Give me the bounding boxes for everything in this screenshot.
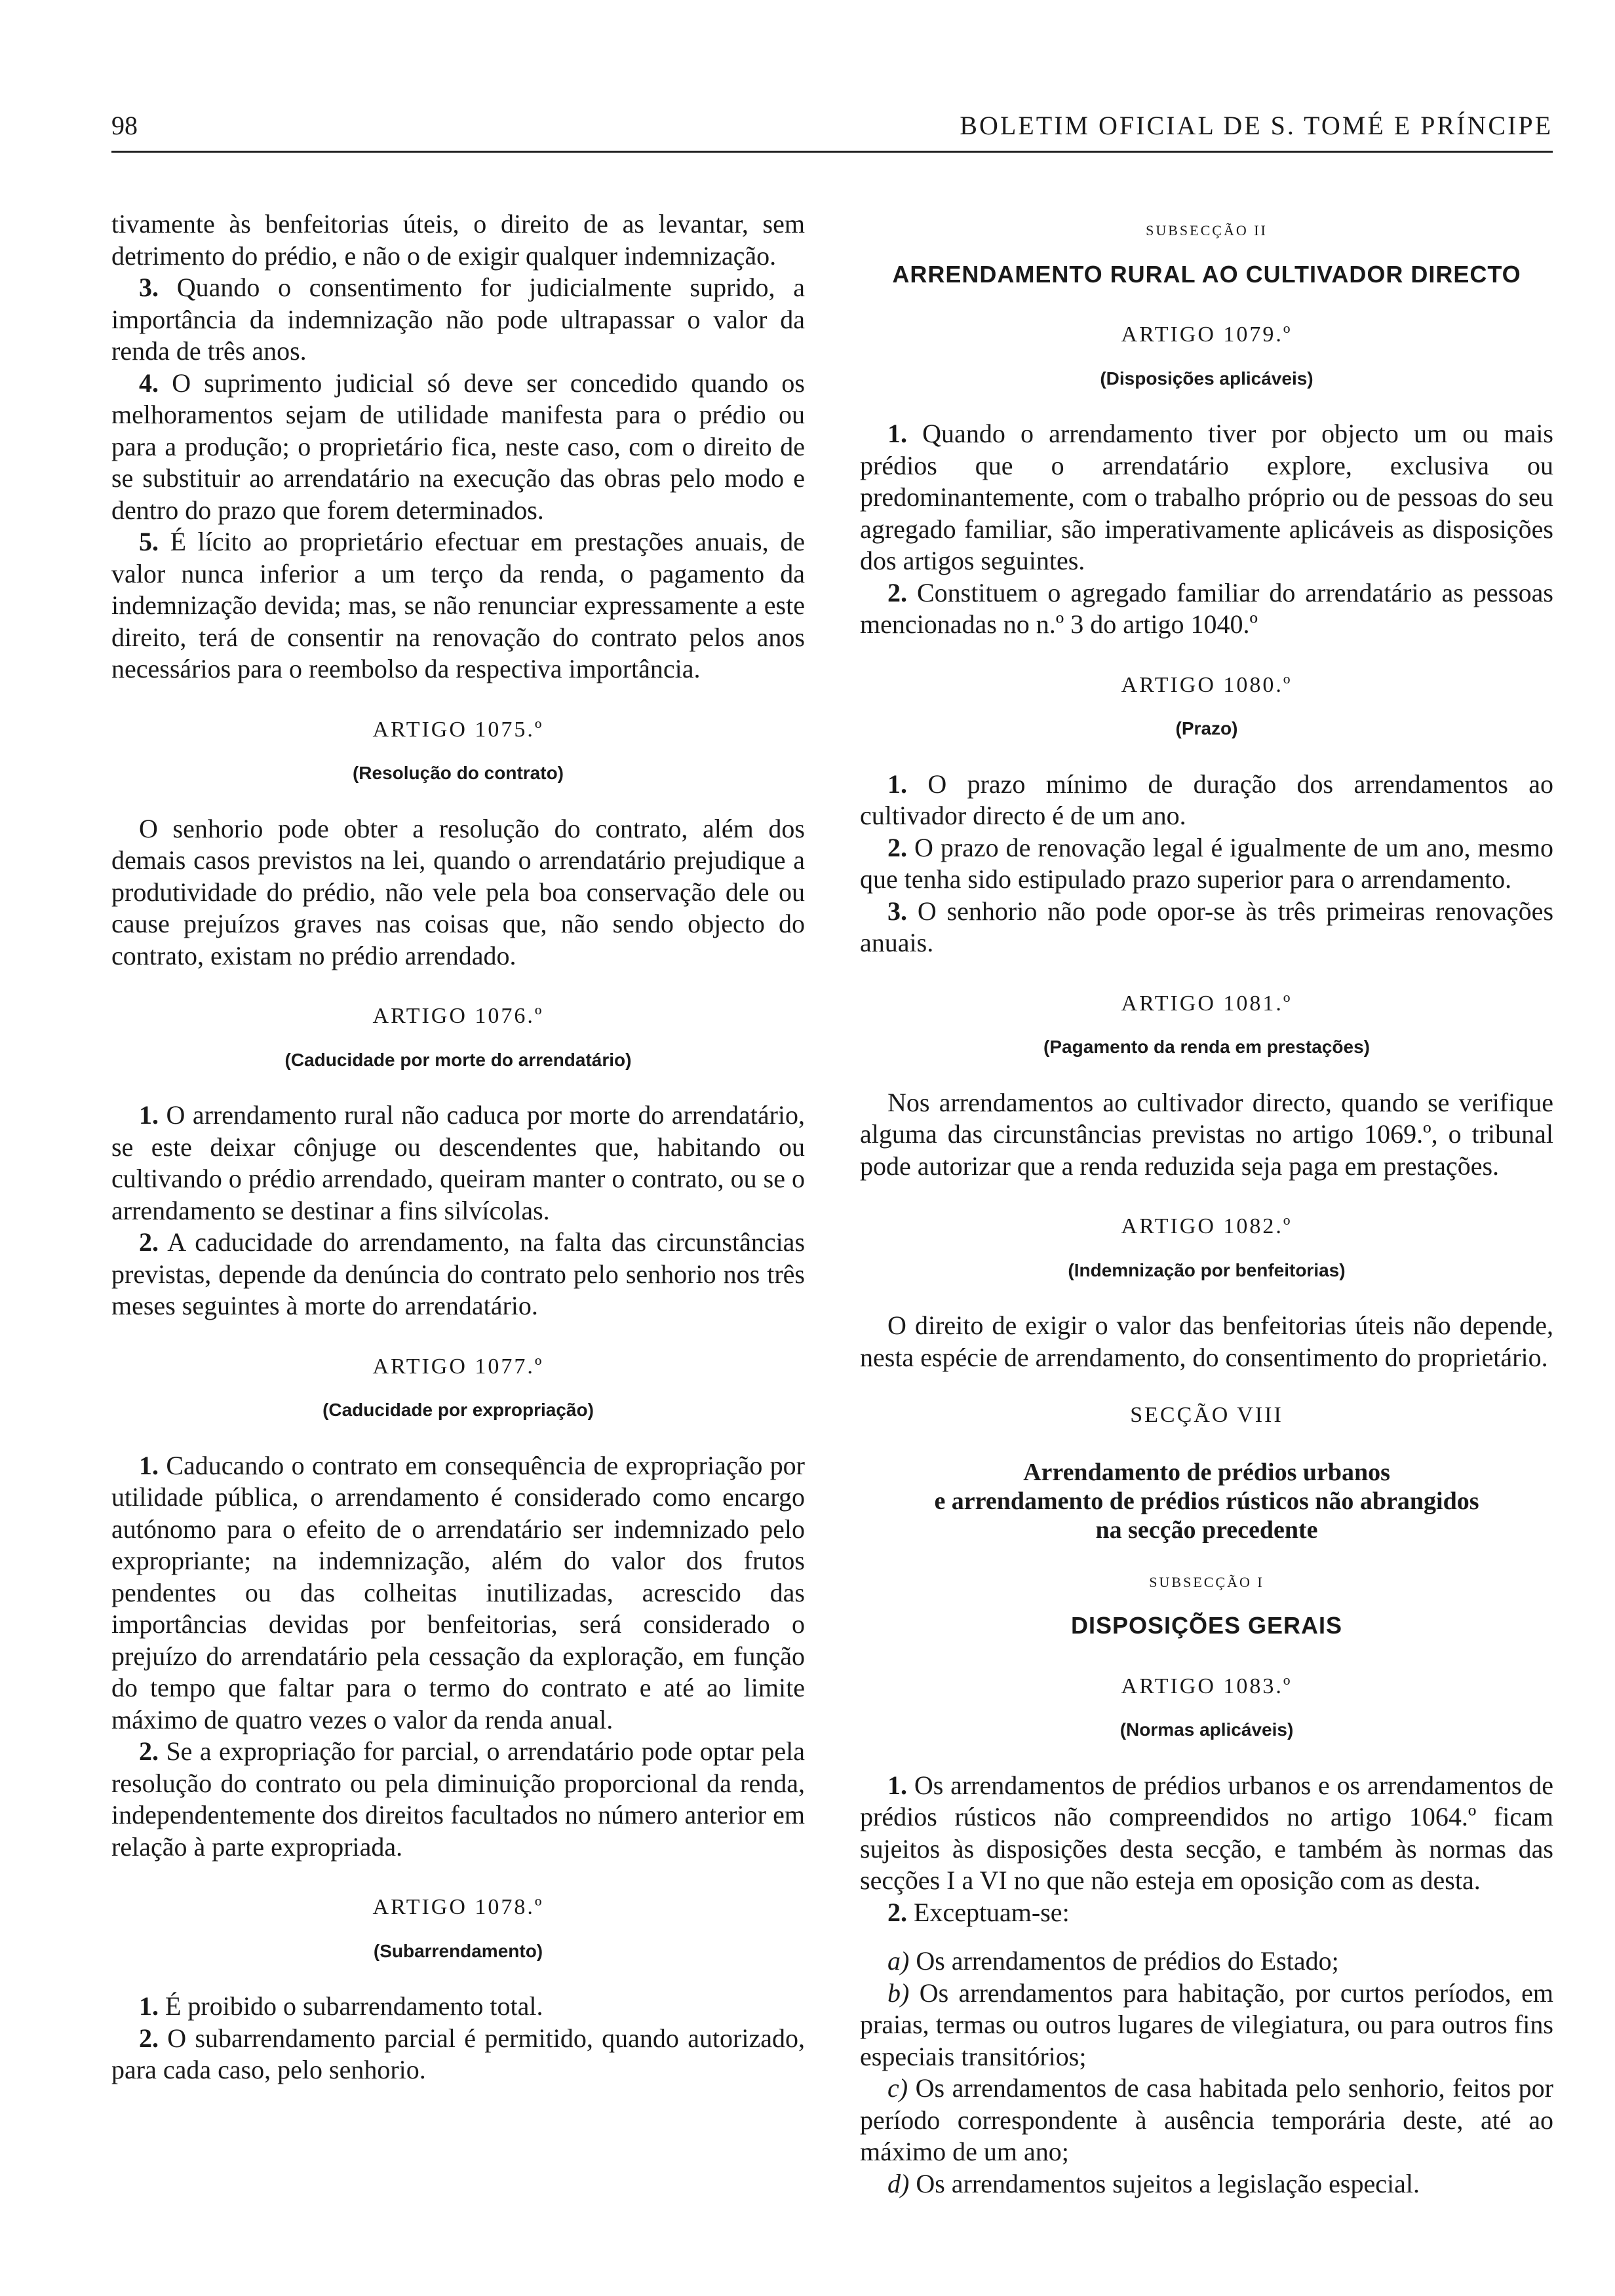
paragraph-number: 2. [139,2023,159,2053]
list-item [860,1945,1553,1978]
paragraph-text: Os arrendamentos de prédios urbanos e os arrendamentos de prédios rústicos não compreendidos no artigo 1064.º ficam sujeitos às disposições desta secção, e também às normas das secções I a VI no que não esteja em oposição com as desta. [860,1770,1553,1895]
article-heading: ARTIGO 1080.º [1121,672,1293,697]
paragraph-number: 3. [887,896,907,926]
article-heading: ARTIGO 1079.º [1121,322,1293,347]
paragraph-text: O arrendamento rural não caduca por morte do arrendatário, se este deixar cônjuge ou descendentes que, habitando ou cultivando o prédio arrendado, queiram manter o contrato, ou se o arrendamento se destinar a fins silvícolas. [111,1100,806,1225]
spacer [860,1928,1553,1945]
section-title: DISPOSIÇÕES GERAIS [1070,1612,1343,1639]
paragraph-text: Caducando o contrato em consequência de expropriação por utilidade pública, o arrendamento é considerado como encargo autónomo para o efeito de o arrendatário ser indemnizado pelo expropriante; na indemnização, além do valor dos frutos pendentes ou das colheitas inutilizadas, acrescido das importâncias devidas por benfeitorias, será considerado o prejuízo do arrendatário pela cessação da exploração, em função do tempo que faltar para o termo do contrato e até ao limite máximo de quatro vezes o valor da renda anual. [111,1450,806,1734]
paragraph-text: O prazo mínimo de duração dos arrendamentos ao cultivador directo é de um ano. [860,769,1553,830]
item-letter: a) [887,1946,910,1976]
article-subtitle: (Prazo) [1175,718,1238,738]
paragraph [111,1736,805,1863]
article-subtitle: (Caducidade por morte do arrendatário) [284,1049,632,1070]
item-letter: d) [887,2168,910,2198]
paragraph [111,368,805,527]
paragraph-text: É lícito ao proprietário efectuar em prestações anuais, de valor nunca inferior a um terço da renda, o pagamento da indemnização devida; mas, se não renunciar expressamente a este direito, terá de consentir na renovação do contrato pelos anos necessários para o reembolso da respectiva importância. [111,527,805,683]
section-heading: Arrendamento de prédios urbanos e arrendamento de prédios rústicos não abrangidos na secção precedente [934,1458,1479,1544]
paragraph-number: 5. [139,527,159,556]
article-subtitle: (Caducidade por expropriação) [322,1400,594,1420]
left-column [111,208,805,2086]
article-heading: ARTIGO 1075.º [372,717,544,742]
paragraph-text: Se a expropriação for parcial, o arrendatário pode optar pela resolução do contrato ou pela diminuição proporcional da renda, independentemente dos direitos facultados no número anterior em relação à parte expropriada. [111,1736,806,1862]
paragraph-number: 1. [887,769,907,799]
paragraph-text: O senhorio pode obter a resolução do contrato, além dos demais casos previstos na lei, quando o arrendatário prejudique a produtividade do prédio, não vele pela boa conservação dele ou cause prejuízos graves nas coisas que, não sendo objecto do contrato, existam no prédio arrendado. [111,813,805,970]
subsection-label: SUBSECÇÃO I [1149,1573,1264,1590]
paragraph [111,1450,805,1736]
paragraph [111,526,805,685]
page-header [111,110,1553,153]
paragraph [111,1100,805,1227]
item-letter: c) [887,2073,908,2103]
paragraph-text: Quando o arrendamento tiver por objecto um ou mais prédios que o arrendatário explore, exclusiva ou predominantemente, com o trabalho próprio ou de pessoas do seu agregado familiar, são imperativamente aplicáveis as disposições dos artigos seguintes. [860,419,1554,575]
article-subtitle: (Normas aplicáveis) [1119,1719,1294,1740]
paragraph [860,1087,1553,1183]
section-title: ARRENDAMENTO RURAL AO CULTIVADOR DIRECTO [892,260,1521,288]
paragraph [111,2023,805,2086]
paragraph-number: 1. [139,1450,159,1480]
article-heading: ARTIGO 1076.º [372,1004,544,1028]
paragraph [860,577,1553,641]
article-heading: ARTIGO 1082.º [1121,1214,1293,1238]
paragraph [111,1227,805,1322]
paragraph-number: 1. [887,419,907,448]
paragraph [860,1310,1553,1373]
paragraph [111,1991,805,2023]
item-text: Os arrendamentos sujeitos a legislação especial. [916,2168,1420,2198]
paragraph-number: 1. [139,1991,159,2021]
paragraph-text: Quando o consentimento for judicialmente suprido, a importância da indemnização não pode ultrapassar o valor da renda de três anos. [111,273,806,366]
paragraph-number: 2. [139,1227,159,1257]
paragraph-text: tivamente às benfeitorias úteis, o direito de as levantar, sem detrimento do prédio, e não o de exigir qualquer indemnização. [111,209,805,271]
paragraph-number: 2. [139,1736,159,1766]
paragraph-number: 3. [139,273,159,302]
paragraph [860,896,1553,959]
article-subtitle: (Subarrendamento) [373,1940,543,1961]
list-item [860,1978,1553,2073]
article-heading: ARTIGO 1077.º [372,1354,544,1379]
paragraph-text: A caducidade do arrendamento, na falta das circunstâncias previstas, depende da denúncia do contrato pelo senhorio nos três meses seguintes à morte do arrendatário. [111,1227,806,1320]
paragraph [111,208,805,272]
paragraph [860,1770,1553,1897]
right-column [860,208,1553,2200]
paragraph-text: O senhorio não pode opor-se às três primeiras renovações anuais. [860,896,1554,957]
article-subtitle: (Indemnização por benfeitorias) [1068,1259,1346,1280]
paragraph-number: 1. [139,1100,159,1130]
paragraph-text: O direito de exigir o valor das benfeitorias úteis não depende, nesta espécie de arrendamento, do consentimento do proprietário. [860,1311,1553,1372]
paragraph-number: 2. [887,1897,907,1927]
page-number: 98 [111,111,138,140]
paragraph-number: 2. [887,832,907,862]
paragraph [860,769,1553,832]
article-subtitle: (Resolução do contrato) [352,763,564,783]
list-item [860,2073,1553,2168]
paragraph-text: O prazo de renovação legal é igualmente de um ano, mesmo que tenha sido estipulado prazo superior para o arrendamento. [860,832,1553,894]
paragraph-number: 1. [887,1770,907,1800]
paragraph [111,272,805,368]
item-text: Os arrendamentos para habitação, por curtos períodos, em praias, termas ou outros lugares de vilegiatura, ou para outros fins especiais transitórios; [860,1978,1553,2071]
paragraph [111,813,805,972]
paragraph-number: 4. [139,368,159,398]
paragraph-text: Constituem o agregado familiar do arrendatário as pessoas mencionadas no n.º 3 do artigo 1040.º [860,577,1553,639]
paragraph-text: É proibido o subarrendamento total. [165,1991,543,2021]
article-subtitle: (Pagamento da renda em prestações) [1043,1037,1370,1057]
publication-title: BOLETIM OFICIAL DE S. TOMÉ E PRÍNCIPE [960,111,1553,140]
paragraph-number: 2. [887,577,907,607]
subsection-label: SUBSECÇÃO II [1146,222,1268,239]
list-item [860,2168,1553,2200]
item-text: Os arrendamentos de casa habitada pelo senhorio, feitos por período correspondente à ausência temporária deste, até ao máximo de um ano; [860,2073,1554,2166]
article-heading: ARTIGO 1083.º [1121,1674,1293,1698]
item-letter: b) [887,1978,910,2008]
paragraph-text: Exceptuam-se: [914,1897,1070,1927]
section-label: SECÇÃO VIII [1130,1403,1283,1427]
paragraph [860,418,1553,577]
article-subtitle: (Disposições aplicáveis) [1100,368,1313,389]
paragraph [860,1897,1553,1929]
article-heading: ARTIGO 1081.º [1121,991,1293,1016]
item-text: Os arrendamentos de prédios do Estado; [916,1946,1339,1976]
article-heading: ARTIGO 1078.º [372,1895,544,1919]
paragraph-text: O subarrendamento parcial é permitido, quando autorizado, para cada caso, pelo senhorio. [111,2023,805,2084]
paragraph-text: Nos arrendamentos ao cultivador directo, quando se verifique alguma das circunstâncias previstas no artigo 1069.º, o tribunal pode autorizar que a renda reduzida seja paga em prestações. [860,1087,1553,1181]
paragraph-text: O suprimento judicial só deve ser concedido quando os melhoramentos sejam de utilidade manifesta para o prédio ou para a produção; o proprietário fica, neste caso, com o direito de se substituir ao arrendatário na execução das obras pelo modo e dentro do prazo que forem determinados. [111,368,805,525]
paragraph [860,832,1553,896]
